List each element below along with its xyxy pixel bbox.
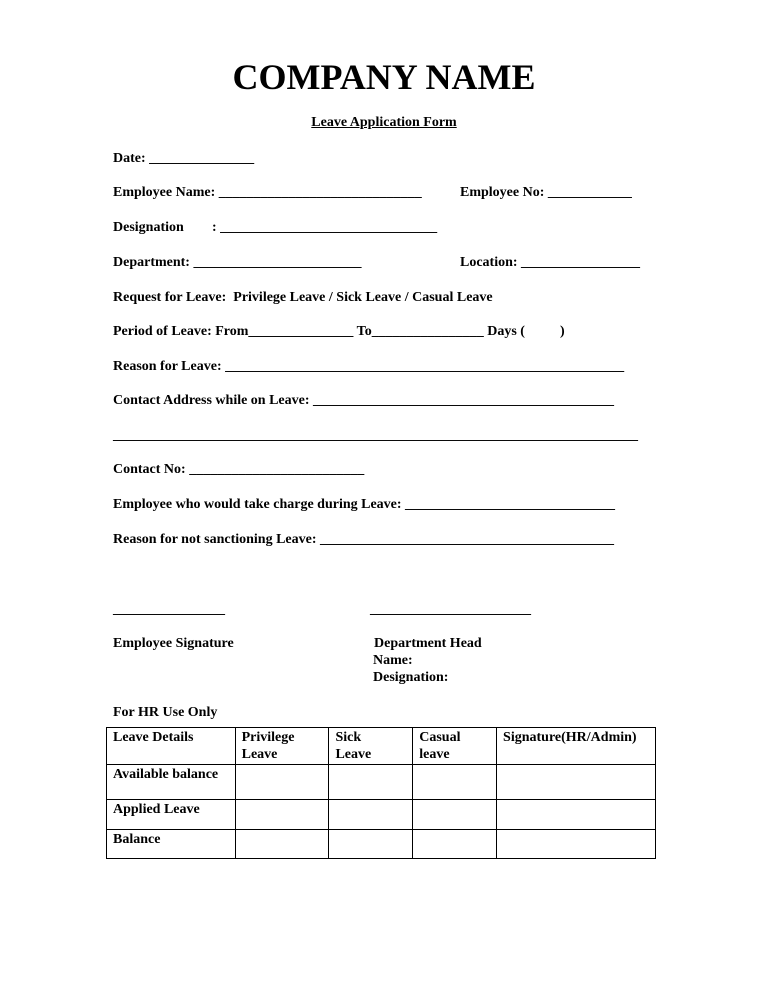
header-signature-hr-admin: Signature(HR/Admin) [497, 728, 656, 765]
hr-use-caption: For HR Use Only [113, 705, 218, 720]
table-cell[interactable] [235, 765, 329, 800]
department-head-name-label: Name: [373, 653, 413, 668]
table-row [107, 765, 656, 800]
table-cell[interactable] [235, 830, 329, 859]
designation-field[interactable]: : _______________________________ [212, 220, 438, 235]
department-head-signature-line[interactable]: _______________________ [370, 602, 531, 617]
contact-address-line-2[interactable]: ___________________________________________________________________________ [113, 428, 638, 443]
row-label-balance: Balance [107, 830, 236, 859]
hr-leave-table [106, 727, 656, 859]
table-cell[interactable] [235, 800, 329, 830]
table-cell[interactable] [329, 800, 413, 830]
form-title: Leave Application Form [311, 115, 457, 130]
employee-signature-label: Employee Signature [113, 636, 234, 651]
designation-label: Designation [113, 220, 184, 235]
table-cell[interactable] [413, 765, 497, 800]
header-leave-details: Leave Details [107, 728, 236, 765]
header-casual-leave: Casual leave [413, 728, 497, 765]
row-label-applied-leave: Applied Leave [107, 800, 236, 830]
department-head-label: Department Head [374, 636, 482, 651]
row-label-available-balance: Available balance [107, 765, 236, 800]
contact-no-field[interactable]: Contact No: _________________________ [113, 462, 365, 477]
company-name: COMPANY NAME [232, 57, 536, 97]
table-cell[interactable] [413, 830, 497, 859]
table-header-row [107, 728, 656, 765]
request-for-leave[interactable]: Request for Leave: Privilege Leave / Sick Leave / Casual Leave [113, 290, 493, 305]
header-sick-leave: Sick Leave [329, 728, 413, 765]
table-row [107, 830, 656, 859]
table-cell[interactable] [329, 765, 413, 800]
table-cell[interactable] [497, 765, 656, 800]
table-cell[interactable] [497, 800, 656, 830]
employee-signature-line[interactable]: ________________ [113, 602, 225, 617]
charge-employee-field[interactable]: Employee who would take charge during Leave: ______________________________ [113, 497, 616, 512]
period-of-leave-field[interactable]: Period of Leave: From_______________ To________________ Days ( ) [113, 324, 565, 339]
department-head-designation-label: Designation: [373, 670, 449, 685]
date-field[interactable]: Date: _______________ [113, 151, 255, 166]
employee-no-field[interactable]: Employee No: ____________ [460, 185, 632, 200]
table-cell[interactable] [497, 830, 656, 859]
table-cell[interactable] [329, 830, 413, 859]
not-sanctioning-reason-field[interactable]: Reason for not sanctioning Leave: __________________________________________ [113, 532, 615, 547]
reason-for-leave-field[interactable]: Reason for Leave: _________________________________________________________ [113, 359, 625, 374]
header-privilege-leave: Privilege Leave [235, 728, 329, 765]
contact-address-field[interactable]: Contact Address while on Leave: ___________________________________________ [113, 393, 615, 408]
table-row [107, 800, 656, 830]
department-field[interactable]: Department: ________________________ [113, 255, 362, 270]
employee-name-field[interactable]: Employee Name: _____________________________ [113, 185, 422, 200]
location-field[interactable]: Location: _________________ [460, 255, 641, 270]
table-cell[interactable] [413, 800, 497, 830]
